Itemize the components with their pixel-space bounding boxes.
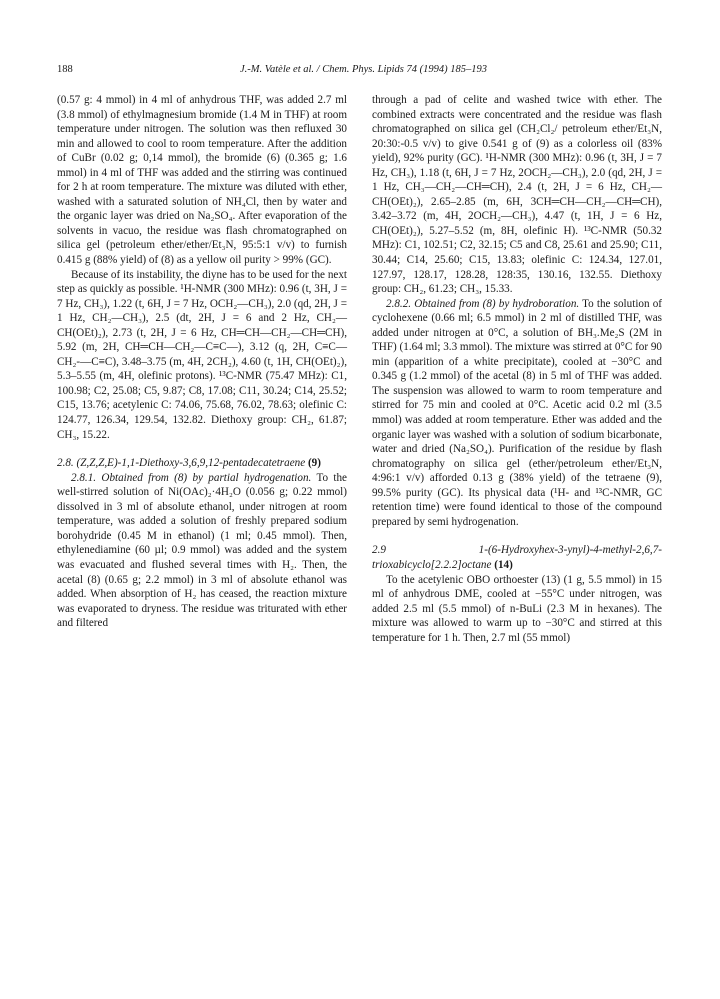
right-column: [372, 93, 662, 645]
paragraph: To the acetylenic OBO orthoester (13) (1 g, 5.5 mmol) in 15 ml of anhydrous DME, cooled at −55°C under nitrogen, was added 2.5 ml (5.5 mmol) of n-BuLi (2.3 M in hexanes). The mixture was allowed to warm up to −30°C and stirred at this temperature for 1 h. Then, 2.7 ml (55 mmol): [372, 573, 662, 644]
section-number: 2.9: [372, 544, 386, 557]
section-number: 2.8.: [57, 457, 74, 470]
compound-number: (9): [307, 457, 321, 470]
subsection: [372, 297, 662, 530]
subsection-text: To the solution of cyclohexene (0.66 ml; 6.5 mmol) in 2 ml of distilled THF, was added under nitrogen at 0°C, a solution of BH₃.Me₂S (2M in THF) (1.64 ml; 3.3 mmol). The mixture was stirred at 0°C for 90 min (apparition of a white precipitate), cooled at −30°C and 0.345 g (1.2 mmol) of the acetal (8) in 5 ml of THF was added. The suspension was allowed to warm to room temperature and stirred for 75 min and cooled at 0°C. Acetic acid 0.2 ml (3.5 mmol) was added at room temperature. Ether was added and the organic layer was washed with a solution of sodium bicarbonate, water and dried (Na₂SO₄). Purification of the residue by flash chromatography on silica gel (ether/petroleum ether/Et₃N, 4:96:1 v/v) afforded 0.13 g (38% yield) of the tetraene (9), 99.5% purity (GC). Its physical data (¹H- and ¹³C-NMR, GC retention time) were found identical to those of the compound prepared by semi hydrogenation.: [372, 297, 662, 528]
running-header: [57, 64, 670, 80]
section-title: 1-(6-Hydroxyhex-3-ynyl)-4-methyl-2,6,7-trioxabicyclo[2.2.2]octane: [372, 544, 662, 571]
subsection-title: 2.8.1. Obtained from (8) by partial hydrogenation.: [71, 471, 312, 484]
running-head: J.-M. Vatèle et al. / Chem. Phys. Lipids 74 (1994) 185–193: [239, 64, 487, 75]
section-heading: [372, 543, 662, 572]
subsection-title: 2.8.2. Obtained from (8) by hydroboration.: [386, 297, 580, 310]
paragraph: (0.57 g: 4 mmol) in 4 ml of anhydrous THF, was added 2.7 ml (3.8 mmol) of ethylmagnesium bromide (1.4 M in THF) at room temperature under nitrogen. The solution was then refluxed 30 min and allowed to cool to room temperature. After the addition of CuBr (0.02 g; 0,14 mmol), the bromide (6) (0.365 g; 1.6 mmol) in 4 ml of THF was added and the stirring was continued for 2 h at room temperature. The mixture was diluted with ether, washed with a saturated solution of NH₄Cl, then by water and the organic layer was dried on Na₂SO₄. After evaporation of the solvents in vacuo, the residue was flash chromatographed on silica gel (petroleum ether/ether/Et₃N, 95:5:1 v/v) to furnish 0.415 g (88% yield) of (8) as a yellow oil purity > 99% (GC).: [57, 94, 347, 267]
paragraph: Because of its instability, the diyne has to be used for the next step as quickly as possible. ¹H-NMR (300 MHz): 0.96 (t, 3H, J = 7 Hz, CH₃), 1.22 (t, 6H, J = 7 Hz, OCH₂—CH₃), 2.0 (qd, 2H, J = 1 Hz, CH₂—CH₃), 2.5 (dt, 2H, J = 6 and 2 Hz, CH₂—CH(OEt)₂), 2.73 (t, 2H, J = 6 Hz, CH═CH—CH₂—CH═CH), 5.92 (m, 2H, CH═CH—CH₂—C≡C—), 3.12 (q, 2H, C≡C—CH₂-—C≡C), 3.48–3.75 (m, 4H, 2CH₂), 4.60 (t, 1H, CH(OEt)₂), 5.3–5.55 (m, 4H, olefinic protons). ¹³C-NMR (75.47 MHz): C1, 100.98; C2, 25.08; C5, 9.87; C8, 17.08; C11, 30.24; C14, 25.52; C15, 13.76; acetylenic C: 74.06, 75.68, 76.02, 78.63; olefinic C: 124.77, 126.34, 129.54, 132.82. Diethoxy group: CH₂, 61.87; CH₃, 15.22.: [57, 268, 347, 441]
subsection: [57, 471, 347, 631]
left-column: [57, 93, 347, 631]
page-number: 188: [57, 64, 73, 75]
subsection-text: To the well-stirred solution of Ni(OAc)₂·4H₂O (0.056 g; 0.22 mmol) dissolved in 3 ml of absolute ethanol, under nitrogen at room temperature, was added a solution of freshly prepared sodium borohydride (0.45 M in ethanol) (1 ml; 0.45 mmol). Then, ethylenediamine (60 µl; 0.9 mmol) was added and the system was evacuated and flushed several times with H₂. Then, the acetal (8) (0.65 g; 2.2 mmol) in 3 ml of absolute ethanol was added. When absorption of H₂ has ceased, the reaction mixture was evaporated to dryness. The residue was triturated with ether and filtered: [57, 471, 348, 630]
compound-number: (14): [494, 558, 513, 571]
paragraph: through a pad of celite and washed twice with ether. The combined extracts were concentrated and the residue was flash chromatographed on silica gel (CH₂Cl₂/ petroleum ether/Et₃N, 20:30:-0.5 v/v) to give 0.541 g of (9) as a colorless oil (83% yield), 92% purity (GC). ¹H-NMR (300 MHz): 0.96 (t, 3H, J = 7 Hz, CH₃), 1.18 (t, 6H, J = 7 Hz, 2OCH₂—CH₃), 2.0 (qd, 2H, J = 1 Hz, CH₃—CH₂—CH═CH), 2.4 (t, 2H, J = 6 Hz, CH₂—CH(OEt)₂), 2.65–2.85 (m, 6H, 3CH═CH—CH₂—CH═CH), 3.42–3.72 (m, 4H, 2OCH₂—CH₃), 4.47 (t, 1H, J = 6 Hz, CH(OEt)₂), 5.27–5.52 (m, 8H, olefinic H). ¹³C-NMR (50.32 MHz): C1, 102.51; C2, 32.15; C5 and C8, 25.61 and 25.90; C11, 30.44; C14, 25.60; C15, 13.83; olefinic C: 124.34, 127.01, 127.97, 128.17, 128.28, 128:35, 130.16, 132.55. Diethoxy group: CH₂, 61.23; CH₃, 15.33.: [372, 94, 662, 296]
section-heading: [57, 456, 347, 471]
section-title: (Z,Z,Z,E)-1,1-Diethoxy-3,6,9,12-pentadecatetraene: [76, 457, 306, 470]
